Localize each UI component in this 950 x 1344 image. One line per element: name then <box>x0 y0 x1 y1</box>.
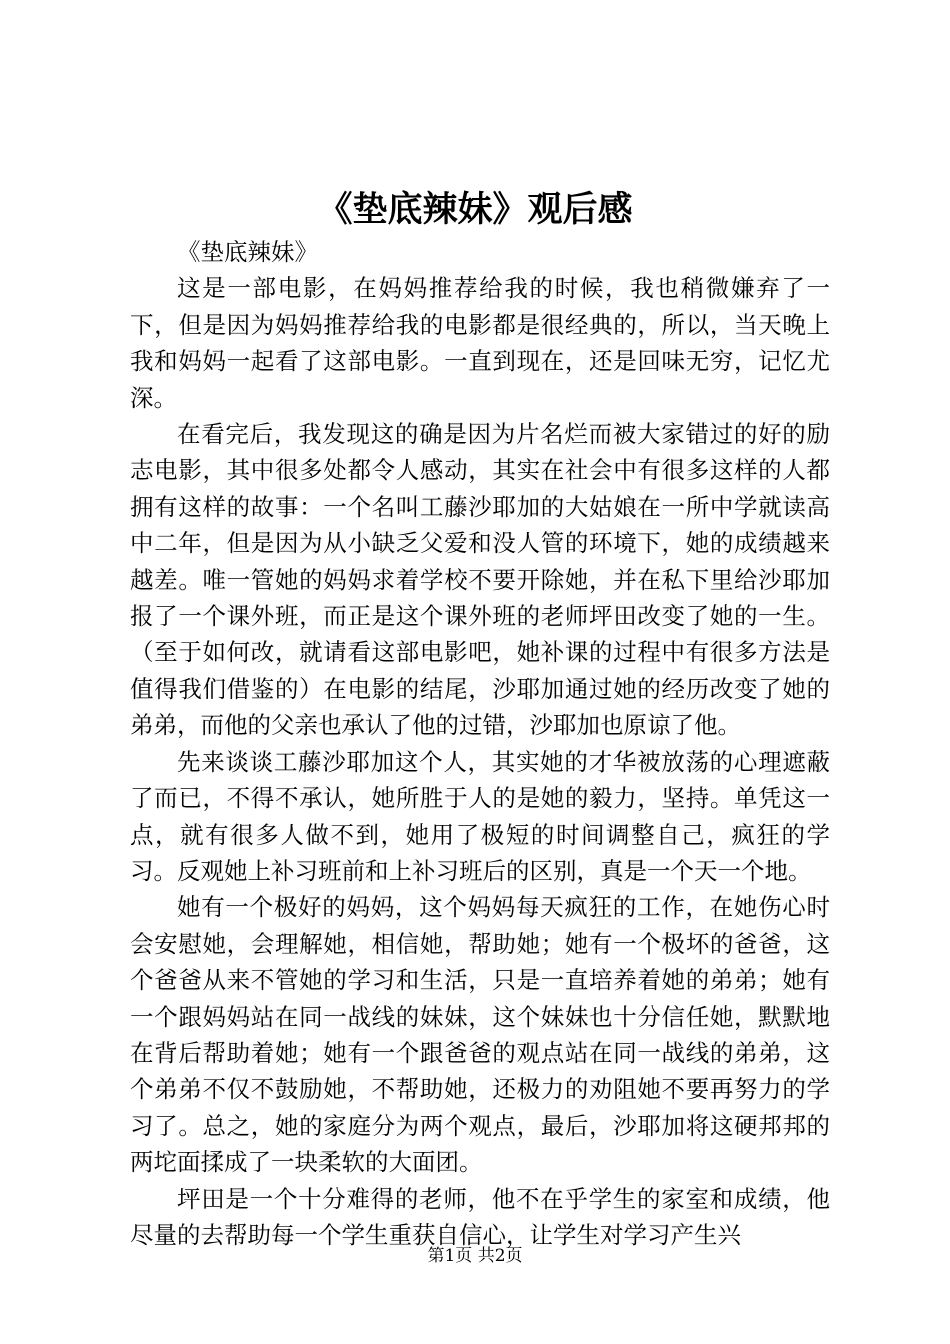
paragraph-film-name: 《垫底辣妹》 <box>177 238 318 266</box>
paragraph-intro: 这是一部电影，在妈妈推荐给我的时候，我也稍微嫌弃了一下，但是因为妈妈推荐给我的电影都是很经典的，所以，当天晚上我和妈妈一起看了这部电影。一直到现在，还是回味无穷，记忆尤深。 <box>130 274 830 412</box>
paragraph-family: 她有一个极好的妈妈，这个妈妈每天疯狂的工作，在她伤心时会安慰她，会理解她，相信她，帮助她；她有一个极坏的爸爸，这个爸爸从来不管她的学习和生活，只是一直培养着她的弟弟；她有一个跟妈妈站在同一战线的妹妹，这个妹妹也十分信任她，默默地在背后帮助着她；她有一个跟爸爸的观点站在同一战线的弟弟，这个弟弟不仅不鼓励她，不帮助她，还极力的劝阻她不要再努力的学习了。总之，她的家庭分为两个观点，最后，沙耶加将这硬邦邦的两坨面揉成了一块柔软的大面团。 <box>130 893 830 1177</box>
page-number-footer: 第1页 共2页 <box>427 1246 523 1266</box>
document-title: 《垫底辣妹》观后感 <box>317 189 633 230</box>
paragraph-sayaka: 先来谈谈工藤沙耶加这个人，其实她的才华被放荡的心理遮蔽了而已，不得不承认，她所胜于人的是她的毅力，坚持。单凭这一点，就有很多人做不到，她用了极短的时间调整自己，疯狂的学习。反观她上补习班前和上补习班后的区别，真是一个天一个地。 <box>130 747 830 885</box>
document-body <box>130 234 830 1253</box>
paragraph-plot: 在看完后，我发现这的确是因为片名烂而被大家错过的好的励志电影，其中很多处都令人感动，其实在社会中有很多这样的人都拥有这样的故事：一个名叫工藤沙耶加的大姑娘在一所中学就读高中二年，但是因为从小缺乏父爱和没人管的环境下，她的成绩越来越差。唯一管她的妈妈求着学校不要开除她，并在私下里给沙耶加报了一个课外班，而正是这个课外班的老师坪田改变了她的一生。（至于如何改，就请看这部电影吧，她补课的过程中有很多方法是值得我们借鉴的）在电影的结尾，沙耶加通过她的经历改变了她的弟弟，而他的父亲也承认了他的过错，沙耶加也原谅了他。 <box>130 420 830 740</box>
paragraph-teacher: 坪田是一个十分难得的老师，他不在乎学生的家室和成绩，他尽量的去帮助每一个学生重获自信心，让学生对学习产生兴 <box>130 1184 830 1249</box>
